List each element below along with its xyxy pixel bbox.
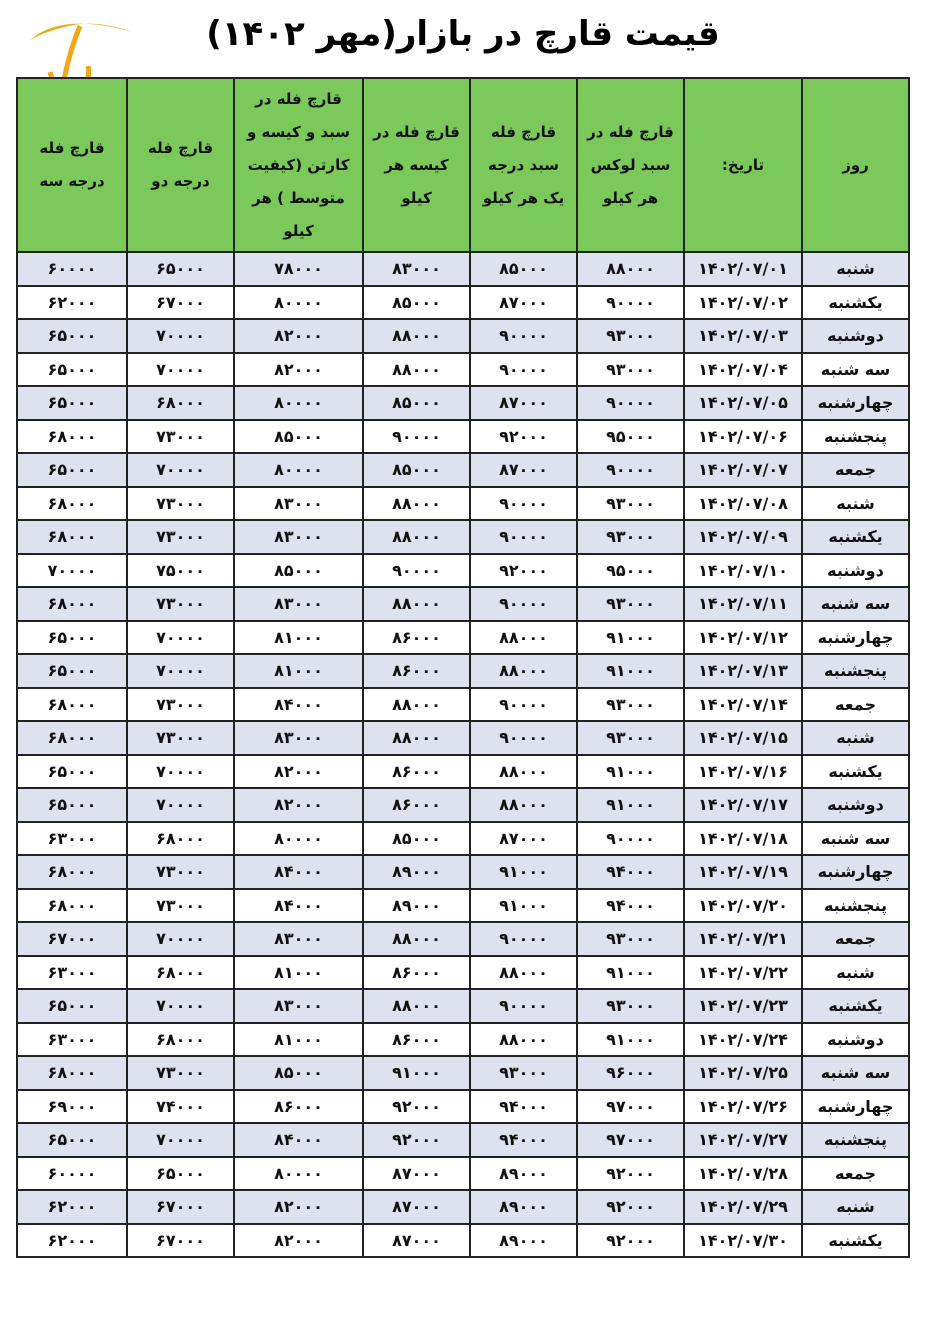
cell-grade3: ۶۸۰۰۰ bbox=[17, 487, 127, 521]
cell-lux-basket: ۹۳۰۰۰ bbox=[577, 520, 684, 554]
table-row bbox=[17, 520, 909, 554]
cell-grade2: ۷۳۰۰۰ bbox=[127, 487, 234, 521]
cell-bag: ۸۶۰۰۰ bbox=[363, 956, 470, 990]
cell-grade3: ۶۵۰۰۰ bbox=[17, 788, 127, 822]
cell-grade2: ۶۸۰۰۰ bbox=[127, 1023, 234, 1057]
cell-medium-quality: ۸۰۰۰۰ bbox=[234, 453, 363, 487]
cell-bag: ۸۸۰۰۰ bbox=[363, 922, 470, 956]
table-row bbox=[17, 1023, 909, 1057]
cell-lux-basket: ۹۱۰۰۰ bbox=[577, 1023, 684, 1057]
cell-date: ۱۴۰۲/۰۷/۱۴ bbox=[684, 688, 802, 722]
table-row bbox=[17, 1190, 909, 1224]
cell-grade1-basket: ۸۸۰۰۰ bbox=[470, 1023, 577, 1057]
cell-date: ۱۴۰۲/۰۷/۰۶ bbox=[684, 420, 802, 454]
col-header-date: تاریخ: bbox=[684, 78, 802, 252]
cell-grade2: ۷۰۰۰۰ bbox=[127, 319, 234, 353]
cell-medium-quality: ۸۵۰۰۰ bbox=[234, 1056, 363, 1090]
cell-day: سه شنبه bbox=[802, 587, 909, 621]
cell-date: ۱۴۰۲/۰۷/۱۰ bbox=[684, 554, 802, 588]
cell-bag: ۹۰۰۰۰ bbox=[363, 554, 470, 588]
table-row bbox=[17, 755, 909, 789]
cell-grade1-basket: ۹۱۰۰۰ bbox=[470, 889, 577, 923]
cell-grade1-basket: ۹۰۰۰۰ bbox=[470, 721, 577, 755]
cell-grade3: ۶۸۰۰۰ bbox=[17, 855, 127, 889]
cell-grade3: ۶۵۰۰۰ bbox=[17, 319, 127, 353]
cell-grade2: ۷۰۰۰۰ bbox=[127, 1123, 234, 1157]
cell-lux-basket: ۹۰۰۰۰ bbox=[577, 286, 684, 320]
cell-grade2: ۷۰۰۰۰ bbox=[127, 788, 234, 822]
cell-lux-basket: ۹۶۰۰۰ bbox=[577, 1056, 684, 1090]
table-body bbox=[17, 252, 909, 1257]
table-row bbox=[17, 1224, 909, 1258]
table-row bbox=[17, 487, 909, 521]
cell-grade1-basket: ۸۷۰۰۰ bbox=[470, 386, 577, 420]
cell-grade2: ۷۵۰۰۰ bbox=[127, 554, 234, 588]
table-row bbox=[17, 286, 909, 320]
cell-bag: ۸۸۰۰۰ bbox=[363, 688, 470, 722]
cell-grade3: ۶۸۰۰۰ bbox=[17, 1056, 127, 1090]
cell-day: یکشنبه bbox=[802, 1224, 909, 1258]
cell-grade2: ۷۰۰۰۰ bbox=[127, 453, 234, 487]
table-row bbox=[17, 721, 909, 755]
cell-medium-quality: ۸۴۰۰۰ bbox=[234, 1123, 363, 1157]
cell-grade3: ۶۷۰۰۰ bbox=[17, 922, 127, 956]
cell-grade3: ۶۳۰۰۰ bbox=[17, 822, 127, 856]
cell-medium-quality: ۸۳۰۰۰ bbox=[234, 487, 363, 521]
cell-bag: ۸۷۰۰۰ bbox=[363, 1224, 470, 1258]
cell-day: شنبه bbox=[802, 1190, 909, 1224]
cell-bag: ۸۸۰۰۰ bbox=[363, 587, 470, 621]
cell-day: شنبه bbox=[802, 252, 909, 286]
cell-day: چهارشنبه bbox=[802, 386, 909, 420]
table-row bbox=[17, 989, 909, 1023]
cell-grade3: ۶۵۰۰۰ bbox=[17, 654, 127, 688]
table-row bbox=[17, 1090, 909, 1124]
cell-grade3: ۶۲۰۰۰ bbox=[17, 286, 127, 320]
table-row bbox=[17, 621, 909, 655]
cell-grade3: ۶۸۰۰۰ bbox=[17, 520, 127, 554]
cell-date: ۱۴۰۲/۰۷/۰۱ bbox=[684, 252, 802, 286]
cell-lux-basket: ۹۷۰۰۰ bbox=[577, 1090, 684, 1124]
cell-medium-quality: ۸۲۰۰۰ bbox=[234, 755, 363, 789]
cell-grade2: ۶۵۰۰۰ bbox=[127, 1157, 234, 1191]
cell-medium-quality: ۸۳۰۰۰ bbox=[234, 587, 363, 621]
cell-lux-basket: ۸۸۰۰۰ bbox=[577, 252, 684, 286]
cell-bag: ۸۸۰۰۰ bbox=[363, 520, 470, 554]
cell-day: یکشنبه bbox=[802, 755, 909, 789]
cell-lux-basket: ۹۱۰۰۰ bbox=[577, 788, 684, 822]
table-row bbox=[17, 252, 909, 286]
cell-date: ۱۴۰۲/۰۷/۲۳ bbox=[684, 989, 802, 1023]
cell-lux-basket: ۹۲۰۰۰ bbox=[577, 1224, 684, 1258]
cell-grade2: ۶۸۰۰۰ bbox=[127, 822, 234, 856]
cell-grade2: ۷۳۰۰۰ bbox=[127, 889, 234, 923]
col-header-grade1-basket: قارچ فله سبد درجه یک هر کیلو bbox=[470, 78, 577, 252]
cell-day: پنجشنبه bbox=[802, 420, 909, 454]
cell-date: ۱۴۰۲/۰۷/۲۹ bbox=[684, 1190, 802, 1224]
cell-medium-quality: ۸۴۰۰۰ bbox=[234, 855, 363, 889]
cell-medium-quality: ۸۳۰۰۰ bbox=[234, 721, 363, 755]
cell-grade1-basket: ۸۷۰۰۰ bbox=[470, 453, 577, 487]
cell-bag: ۹۲۰۰۰ bbox=[363, 1123, 470, 1157]
cell-grade1-basket: ۹۳۰۰۰ bbox=[470, 1056, 577, 1090]
cell-grade3: ۶۸۰۰۰ bbox=[17, 587, 127, 621]
page-title: قیمت قارچ در بازار(مهر ۱۴۰۲) bbox=[206, 14, 720, 54]
table-row bbox=[17, 855, 909, 889]
cell-medium-quality: ۸۰۰۰۰ bbox=[234, 286, 363, 320]
cell-grade1-basket: ۸۹۰۰۰ bbox=[470, 1190, 577, 1224]
cell-grade2: ۷۰۰۰۰ bbox=[127, 922, 234, 956]
cell-day: سه شنبه bbox=[802, 822, 909, 856]
table-row bbox=[17, 922, 909, 956]
cell-medium-quality: ۸۲۰۰۰ bbox=[234, 353, 363, 387]
cell-bag: ۸۶۰۰۰ bbox=[363, 621, 470, 655]
cell-day: سه شنبه bbox=[802, 1056, 909, 1090]
cell-grade3: ۶۹۰۰۰ bbox=[17, 1090, 127, 1124]
cell-bag: ۹۲۰۰۰ bbox=[363, 1090, 470, 1124]
cell-lux-basket: ۹۳۰۰۰ bbox=[577, 721, 684, 755]
cell-bag: ۸۶۰۰۰ bbox=[363, 755, 470, 789]
cell-bag: ۸۵۰۰۰ bbox=[363, 822, 470, 856]
cell-date: ۱۴۰۲/۰۷/۲۸ bbox=[684, 1157, 802, 1191]
cell-grade1-basket: ۸۷۰۰۰ bbox=[470, 286, 577, 320]
cell-lux-basket: ۹۰۰۰۰ bbox=[577, 386, 684, 420]
cell-medium-quality: ۸۱۰۰۰ bbox=[234, 1023, 363, 1057]
cell-grade3: ۶۸۰۰۰ bbox=[17, 721, 127, 755]
table-row bbox=[17, 353, 909, 387]
cell-grade2: ۶۷۰۰۰ bbox=[127, 286, 234, 320]
cell-bag: ۸۸۰۰۰ bbox=[363, 319, 470, 353]
cell-bag: ۹۰۰۰۰ bbox=[363, 420, 470, 454]
cell-medium-quality: ۸۵۰۰۰ bbox=[234, 420, 363, 454]
cell-date: ۱۴۰۲/۰۷/۰۵ bbox=[684, 386, 802, 420]
cell-day: دوشنبه bbox=[802, 1023, 909, 1057]
cell-date: ۱۴۰۲/۰۷/۱۱ bbox=[684, 587, 802, 621]
cell-medium-quality: ۸۲۰۰۰ bbox=[234, 319, 363, 353]
cell-day: شنبه bbox=[802, 487, 909, 521]
cell-lux-basket: ۹۳۰۰۰ bbox=[577, 587, 684, 621]
cell-day: شنبه bbox=[802, 956, 909, 990]
table-row bbox=[17, 822, 909, 856]
cell-grade3: ۶۳۰۰۰ bbox=[17, 1023, 127, 1057]
cell-medium-quality: ۸۶۰۰۰ bbox=[234, 1090, 363, 1124]
cell-grade1-basket: ۹۰۰۰۰ bbox=[470, 989, 577, 1023]
table-row bbox=[17, 554, 909, 588]
cell-grade3: ۶۸۰۰۰ bbox=[17, 420, 127, 454]
cell-grade1-basket: ۹۰۰۰۰ bbox=[470, 587, 577, 621]
table-row bbox=[17, 1123, 909, 1157]
cell-grade3: ۶۵۰۰۰ bbox=[17, 386, 127, 420]
cell-grade2: ۷۳۰۰۰ bbox=[127, 688, 234, 722]
cell-lux-basket: ۹۱۰۰۰ bbox=[577, 621, 684, 655]
cell-date: ۱۴۰۲/۰۷/۲۵ bbox=[684, 1056, 802, 1090]
cell-grade1-basket: ۸۸۰۰۰ bbox=[470, 788, 577, 822]
cell-date: ۱۴۰۲/۰۷/۱۸ bbox=[684, 822, 802, 856]
table-row bbox=[17, 386, 909, 420]
cell-medium-quality: ۸۳۰۰۰ bbox=[234, 989, 363, 1023]
cell-bag: ۸۸۰۰۰ bbox=[363, 353, 470, 387]
cell-day: جمعه bbox=[802, 453, 909, 487]
cell-day: چهارشنبه bbox=[802, 855, 909, 889]
cell-date: ۱۴۰۲/۰۷/۰۴ bbox=[684, 353, 802, 387]
cell-medium-quality: ۸۲۰۰۰ bbox=[234, 788, 363, 822]
cell-grade3: ۶۵۰۰۰ bbox=[17, 1123, 127, 1157]
cell-grade3: ۶۵۰۰۰ bbox=[17, 621, 127, 655]
table-row bbox=[17, 956, 909, 990]
cell-date: ۱۴۰۲/۰۷/۱۷ bbox=[684, 788, 802, 822]
cell-day: سه شنبه bbox=[802, 353, 909, 387]
cell-lux-basket: ۹۱۰۰۰ bbox=[577, 956, 684, 990]
cell-date: ۱۴۰۲/۰۷/۰۷ bbox=[684, 453, 802, 487]
cell-grade1-basket: ۹۲۰۰۰ bbox=[470, 554, 577, 588]
cell-medium-quality: ۸۲۰۰۰ bbox=[234, 1224, 363, 1258]
cell-lux-basket: ۹۳۰۰۰ bbox=[577, 353, 684, 387]
cell-bag: ۸۸۰۰۰ bbox=[363, 487, 470, 521]
cell-bag: ۹۱۰۰۰ bbox=[363, 1056, 470, 1090]
cell-lux-basket: ۹۲۰۰۰ bbox=[577, 1157, 684, 1191]
cell-grade1-basket: ۹۱۰۰۰ bbox=[470, 855, 577, 889]
cell-grade2: ۷۳۰۰۰ bbox=[127, 721, 234, 755]
cell-grade3: ۶۵۰۰۰ bbox=[17, 989, 127, 1023]
table-row bbox=[17, 587, 909, 621]
cell-grade1-basket: ۹۰۰۰۰ bbox=[470, 922, 577, 956]
cell-grade3: ۶۲۰۰۰ bbox=[17, 1190, 127, 1224]
cell-lux-basket: ۹۴۰۰۰ bbox=[577, 889, 684, 923]
cell-grade1-basket: ۹۰۰۰۰ bbox=[470, 688, 577, 722]
cell-grade3: ۶۵۰۰۰ bbox=[17, 453, 127, 487]
cell-grade3: ۶۵۰۰۰ bbox=[17, 353, 127, 387]
cell-date: ۱۴۰۲/۰۷/۲۲ bbox=[684, 956, 802, 990]
cell-day: پنجشنبه bbox=[802, 889, 909, 923]
cell-bag: ۸۶۰۰۰ bbox=[363, 788, 470, 822]
cell-medium-quality: ۸۳۰۰۰ bbox=[234, 520, 363, 554]
cell-grade1-basket: ۸۹۰۰۰ bbox=[470, 1157, 577, 1191]
cell-medium-quality: ۸۲۰۰۰ bbox=[234, 1190, 363, 1224]
col-header-day: روز bbox=[802, 78, 909, 252]
cell-bag: ۸۹۰۰۰ bbox=[363, 855, 470, 889]
cell-grade3: ۶۲۰۰۰ bbox=[17, 1224, 127, 1258]
cell-lux-basket: ۹۷۰۰۰ bbox=[577, 1123, 684, 1157]
cell-medium-quality: ۸۴۰۰۰ bbox=[234, 889, 363, 923]
cell-grade2: ۷۰۰۰۰ bbox=[127, 621, 234, 655]
price-table-container bbox=[16, 77, 908, 1258]
cell-lux-basket: ۹۳۰۰۰ bbox=[577, 319, 684, 353]
cell-day: پنجشنبه bbox=[802, 1123, 909, 1157]
cell-day: یکشنبه bbox=[802, 989, 909, 1023]
table-row bbox=[17, 319, 909, 353]
cell-lux-basket: ۹۳۰۰۰ bbox=[577, 688, 684, 722]
cell-day: دوشنبه bbox=[802, 788, 909, 822]
cell-date: ۱۴۰۲/۰۷/۲۷ bbox=[684, 1123, 802, 1157]
col-header-grade3: قارچ فله درجه سه bbox=[17, 78, 127, 252]
cell-grade2: ۷۰۰۰۰ bbox=[127, 654, 234, 688]
cell-grade1-basket: ۹۰۰۰۰ bbox=[470, 520, 577, 554]
cell-bag: ۸۳۰۰۰ bbox=[363, 252, 470, 286]
cell-date: ۱۴۰۲/۰۷/۰۳ bbox=[684, 319, 802, 353]
cell-grade1-basket: ۹۴۰۰۰ bbox=[470, 1123, 577, 1157]
cell-medium-quality: ۷۸۰۰۰ bbox=[234, 252, 363, 286]
cell-grade2: ۶۷۰۰۰ bbox=[127, 1190, 234, 1224]
cell-grade1-basket: ۸۸۰۰۰ bbox=[470, 755, 577, 789]
cell-grade3: ۷۰۰۰۰ bbox=[17, 554, 127, 588]
cell-grade3: ۶۳۰۰۰ bbox=[17, 956, 127, 990]
table-row bbox=[17, 453, 909, 487]
cell-date: ۱۴۰۲/۰۷/۲۴ bbox=[684, 1023, 802, 1057]
cell-bag: ۸۵۰۰۰ bbox=[363, 286, 470, 320]
cell-bag: ۸۶۰۰۰ bbox=[363, 1023, 470, 1057]
cell-medium-quality: ۸۰۰۰۰ bbox=[234, 1157, 363, 1191]
cell-bag: ۸۶۰۰۰ bbox=[363, 654, 470, 688]
cell-bag: ۸۷۰۰۰ bbox=[363, 1157, 470, 1191]
cell-grade1-basket: ۹۰۰۰۰ bbox=[470, 353, 577, 387]
cell-grade2: ۷۳۰۰۰ bbox=[127, 520, 234, 554]
cell-grade1-basket: ۸۸۰۰۰ bbox=[470, 654, 577, 688]
cell-grade2: ۷۳۰۰۰ bbox=[127, 1056, 234, 1090]
cell-grade2: ۷۳۰۰۰ bbox=[127, 855, 234, 889]
table-row bbox=[17, 1157, 909, 1191]
cell-grade2: ۷۰۰۰۰ bbox=[127, 755, 234, 789]
cell-day: جمعه bbox=[802, 688, 909, 722]
cell-grade1-basket: ۸۷۰۰۰ bbox=[470, 822, 577, 856]
cell-day: یکشنبه bbox=[802, 286, 909, 320]
cell-lux-basket: ۹۵۰۰۰ bbox=[577, 420, 684, 454]
cell-grade2: ۷۳۰۰۰ bbox=[127, 420, 234, 454]
cell-bag: ۸۸۰۰۰ bbox=[363, 721, 470, 755]
cell-grade2: ۶۷۰۰۰ bbox=[127, 1224, 234, 1258]
cell-grade3: ۶۰۰۰۰ bbox=[17, 1157, 127, 1191]
cell-grade3: ۶۸۰۰۰ bbox=[17, 889, 127, 923]
cell-bag: ۸۷۰۰۰ bbox=[363, 1190, 470, 1224]
cell-day: شنبه bbox=[802, 721, 909, 755]
cell-medium-quality: ۸۱۰۰۰ bbox=[234, 621, 363, 655]
cell-lux-basket: ۹۳۰۰۰ bbox=[577, 989, 684, 1023]
cell-medium-quality: ۸۳۰۰۰ bbox=[234, 922, 363, 956]
cell-bag: ۸۵۰۰۰ bbox=[363, 453, 470, 487]
cell-date: ۱۴۰۲/۰۷/۱۶ bbox=[684, 755, 802, 789]
cell-grade1-basket: ۹۴۰۰۰ bbox=[470, 1090, 577, 1124]
cell-day: چهارشنبه bbox=[802, 621, 909, 655]
cell-bag: ۸۹۰۰۰ bbox=[363, 889, 470, 923]
header-row bbox=[17, 78, 909, 252]
cell-grade2: ۶۵۰۰۰ bbox=[127, 252, 234, 286]
cell-date: ۱۴۰۲/۰۷/۰۹ bbox=[684, 520, 802, 554]
cell-grade1-basket: ۹۲۰۰۰ bbox=[470, 420, 577, 454]
cell-date: ۱۴۰۲/۰۷/۰۲ bbox=[684, 286, 802, 320]
cell-medium-quality: ۸۱۰۰۰ bbox=[234, 654, 363, 688]
col-header-medium-quality: قارچ فله در سبد و کیسه و کارتن (کیفیت متوسط ) هر کیلو bbox=[234, 78, 363, 252]
cell-lux-basket: ۹۴۰۰۰ bbox=[577, 855, 684, 889]
cell-day: پنجشنبه bbox=[802, 654, 909, 688]
cell-lux-basket: ۹۱۰۰۰ bbox=[577, 654, 684, 688]
cell-grade2: ۷۰۰۰۰ bbox=[127, 353, 234, 387]
cell-day: دوشنبه bbox=[802, 554, 909, 588]
cell-grade1-basket: ۹۰۰۰۰ bbox=[470, 487, 577, 521]
cell-medium-quality: ۸۴۰۰۰ bbox=[234, 688, 363, 722]
cell-grade1-basket: ۸۵۰۰۰ bbox=[470, 252, 577, 286]
cell-medium-quality: ۸۵۰۰۰ bbox=[234, 554, 363, 588]
col-header-bag: قارچ فله در کیسه هر کیلو bbox=[363, 78, 470, 252]
cell-date: ۱۴۰۲/۰۷/۱۲ bbox=[684, 621, 802, 655]
table-row bbox=[17, 688, 909, 722]
table-row bbox=[17, 788, 909, 822]
cell-grade2: ۶۸۰۰۰ bbox=[127, 956, 234, 990]
table-row bbox=[17, 420, 909, 454]
cell-medium-quality: ۸۱۰۰۰ bbox=[234, 956, 363, 990]
cell-lux-basket: ۹۳۰۰۰ bbox=[577, 922, 684, 956]
cell-grade2: ۷۳۰۰۰ bbox=[127, 587, 234, 621]
cell-lux-basket: ۹۳۰۰۰ bbox=[577, 487, 684, 521]
cell-day: یکشنبه bbox=[802, 520, 909, 554]
cell-date: ۱۴۰۲/۰۷/۲۶ bbox=[684, 1090, 802, 1124]
cell-day: دوشنبه bbox=[802, 319, 909, 353]
cell-grade1-basket: ۸۸۰۰۰ bbox=[470, 956, 577, 990]
cell-lux-basket: ۹۵۰۰۰ bbox=[577, 554, 684, 588]
cell-grade1-basket: ۸۹۰۰۰ bbox=[470, 1224, 577, 1258]
cell-bag: ۸۵۰۰۰ bbox=[363, 386, 470, 420]
cell-date: ۱۴۰۲/۰۷/۱۹ bbox=[684, 855, 802, 889]
cell-date: ۱۴۰۲/۰۷/۱۳ bbox=[684, 654, 802, 688]
cell-date: ۱۴۰۲/۰۷/۲۰ bbox=[684, 889, 802, 923]
cell-bag: ۸۸۰۰۰ bbox=[363, 989, 470, 1023]
cell-grade3: ۶۵۰۰۰ bbox=[17, 755, 127, 789]
price-table bbox=[16, 77, 910, 1258]
cell-grade1-basket: ۹۰۰۰۰ bbox=[470, 319, 577, 353]
cell-date: ۱۴۰۲/۰۷/۳۰ bbox=[684, 1224, 802, 1258]
col-header-lux-basket: قارچ فله در سبد لوکس هر کیلو bbox=[577, 78, 684, 252]
cell-lux-basket: ۹۰۰۰۰ bbox=[577, 453, 684, 487]
cell-lux-basket: ۹۲۰۰۰ bbox=[577, 1190, 684, 1224]
cell-lux-basket: ۹۰۰۰۰ bbox=[577, 822, 684, 856]
cell-day: جمعه bbox=[802, 1157, 909, 1191]
table-row bbox=[17, 654, 909, 688]
cell-date: ۱۴۰۲/۰۷/۱۵ bbox=[684, 721, 802, 755]
cell-grade1-basket: ۸۸۰۰۰ bbox=[470, 621, 577, 655]
cell-grade3: ۶۸۰۰۰ bbox=[17, 688, 127, 722]
cell-grade2: ۶۸۰۰۰ bbox=[127, 386, 234, 420]
cell-lux-basket: ۹۱۰۰۰ bbox=[577, 755, 684, 789]
cell-date: ۱۴۰۲/۰۷/۲۱ bbox=[684, 922, 802, 956]
cell-day: چهارشنبه bbox=[802, 1090, 909, 1124]
cell-medium-quality: ۸۰۰۰۰ bbox=[234, 386, 363, 420]
cell-grade2: ۷۴۰۰۰ bbox=[127, 1090, 234, 1124]
cell-grade2: ۷۰۰۰۰ bbox=[127, 989, 234, 1023]
table-row bbox=[17, 1056, 909, 1090]
cell-day: جمعه bbox=[802, 922, 909, 956]
cell-grade3: ۶۰۰۰۰ bbox=[17, 252, 127, 286]
table-row bbox=[17, 889, 909, 923]
cell-medium-quality: ۸۰۰۰۰ bbox=[234, 822, 363, 856]
col-header-grade2: قارچ فله درجه دو bbox=[127, 78, 234, 252]
cell-date: ۱۴۰۲/۰۷/۰۸ bbox=[684, 487, 802, 521]
